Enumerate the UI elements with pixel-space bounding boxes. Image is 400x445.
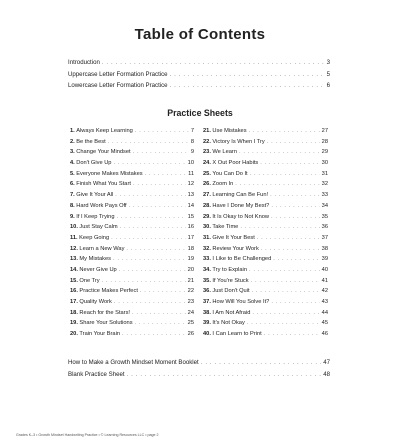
dot-leader [135, 318, 186, 329]
practice-sheet-entry[interactable] [203, 286, 328, 297]
practice-list-right [203, 126, 328, 340]
practice-sheet-title: X Out Poor Habits [212, 160, 259, 167]
practice-sheet-title: Try to Explain [212, 266, 247, 273]
practice-sheet-label [70, 233, 109, 244]
practice-sheet-number: 15. [70, 277, 78, 284]
practice-sheet-number: 30. [203, 224, 211, 231]
dot-leader [102, 276, 186, 287]
practice-sheet-number: 39. [203, 320, 211, 327]
practice-sheet-title: It's Not Okay [212, 320, 245, 327]
dot-leader [249, 126, 320, 137]
dot-leader [240, 222, 319, 233]
practice-sheet-entry[interactable] [70, 179, 194, 190]
practice-sheet-title: Have I Done My Best? [212, 202, 270, 209]
practice-sheet-page: 41 [321, 277, 328, 284]
practice-sheet-label [70, 222, 118, 233]
practice-sheet-number: 4. [70, 160, 75, 167]
practice-sheet-page: 25 [187, 320, 194, 327]
practice-sheet-page: 9 [190, 149, 194, 156]
dot-leader [250, 169, 320, 180]
practice-sheet-number: 35. [203, 277, 211, 284]
practice-sheet-page: 20 [187, 266, 194, 273]
dot-leader [133, 179, 186, 190]
practice-sheet-entry[interactable] [203, 329, 328, 340]
practice-sheet-page: 45 [321, 320, 328, 327]
practice-sheet-page: 30 [321, 160, 328, 167]
practice-sheet-title: It Is Okay to Not Know [212, 213, 270, 220]
practice-sheet-title: Everyone Makes Mistakes [76, 170, 143, 177]
practice-sheet-title: Just Stay Calm [79, 224, 118, 231]
practice-sheet-entry[interactable] [70, 254, 194, 265]
practice-sheet-label [70, 212, 115, 223]
practice-sheet-page: 38 [321, 245, 328, 252]
practice-list-left [70, 126, 194, 340]
practice-sheet-label [70, 147, 131, 158]
dot-leader [239, 147, 320, 158]
dot-leader [113, 254, 186, 265]
practice-sheet-label [203, 297, 269, 308]
dot-leader [115, 190, 185, 201]
practice-sheet-entry[interactable] [70, 222, 194, 233]
practice-sheet-label [203, 276, 249, 287]
practice-sheet-entry[interactable] [203, 190, 328, 201]
practice-sheet-number: 32. [203, 245, 211, 252]
dot-leader [235, 179, 319, 190]
practice-sheet-page: 29 [321, 149, 328, 156]
practice-sheet-entry[interactable] [203, 265, 328, 276]
practice-sheet-label [203, 254, 271, 265]
practice-sheet-entry[interactable] [203, 169, 328, 180]
practice-sheet-entry[interactable] [203, 318, 328, 329]
practice-sheet-label [203, 169, 248, 180]
toc-entry-label: Introduction [68, 59, 100, 66]
practice-sheet-number: 40. [203, 331, 211, 338]
practice-sheet-label [203, 233, 255, 244]
dot-leader [102, 57, 325, 69]
practice-sheet-title: Victory Is When I Try [212, 138, 265, 145]
practice-sheet-number: 34. [203, 266, 211, 273]
practice-sheet-label [203, 147, 237, 158]
toc-entry[interactable] [68, 57, 330, 69]
dot-leader [271, 212, 320, 223]
practice-sheet-label [203, 179, 233, 190]
practice-sheet-page: 42 [321, 288, 328, 295]
toc-entry-label: How to Make a Growth Mindset Moment Booklet [68, 359, 199, 366]
practice-sheet-entry[interactable] [203, 244, 328, 255]
dot-leader [122, 329, 186, 340]
practice-sheet-page: 39 [321, 256, 328, 263]
practice-sheet-number: 23. [203, 149, 211, 156]
practice-sheet-entry[interactable] [70, 169, 194, 180]
practice-sheet-label [203, 265, 247, 276]
practice-sheet-number: 10. [70, 224, 78, 231]
practice-sheet-number: 25. [203, 170, 211, 177]
toc-entry-page: 5 [326, 70, 330, 78]
practice-sheet-number: 38. [203, 309, 211, 316]
practice-sheet-number: 16. [70, 288, 78, 295]
toc-entry[interactable] [68, 369, 330, 381]
dot-leader [108, 137, 189, 148]
practice-sheet-title: Reach for the Stars! [79, 309, 131, 316]
practice-sheet-number: 9. [70, 213, 75, 220]
practice-sheet-page: 12 [187, 181, 194, 188]
toc-entry[interactable] [68, 69, 330, 81]
dot-leader [111, 233, 186, 244]
practice-sheet-label [203, 190, 268, 201]
toc-entry-page: 47 [323, 359, 330, 366]
practice-sheet-number: 18. [70, 309, 78, 316]
practice-sheet-title: Change Your Mindset [76, 149, 131, 156]
page-footer: Grades K–3 • Growth Mindset Handwriting Practice • © Learning Resources LLC • page 2 [16, 433, 159, 437]
practice-sheet-title: Share Your Solutions [79, 320, 133, 327]
practice-sheet-entry[interactable] [70, 137, 194, 148]
practice-sheet-title: Take Time [212, 224, 239, 231]
practice-sheet-number: 24. [203, 160, 211, 167]
dot-leader [145, 169, 186, 180]
dot-leader [252, 308, 319, 319]
dot-leader [120, 222, 186, 233]
practice-sheet-entry[interactable] [70, 308, 194, 319]
dot-leader [140, 286, 186, 297]
practice-sheet-title: My Mistakes [79, 256, 112, 263]
practice-sheet-entry[interactable] [70, 276, 194, 287]
practice-sheet-title: Train Your Brain [79, 331, 120, 338]
practice-sheet-page: 18 [187, 245, 194, 252]
practice-sheet-entry[interactable] [203, 233, 328, 244]
practice-sheet-page: 13 [187, 192, 194, 199]
practice-sheet-entry[interactable] [70, 190, 194, 201]
practice-sheet-entry[interactable] [70, 212, 194, 223]
practice-sheet-entry[interactable] [203, 201, 328, 212]
practice-sheet-title: Give It Your All [76, 192, 114, 199]
dot-leader [264, 329, 320, 340]
practice-sheet-label [70, 126, 133, 137]
practice-sheet-entry[interactable] [203, 222, 328, 233]
practice-sheet-title: If I Keep Trying [76, 213, 115, 220]
practice-sheet-label [70, 244, 124, 255]
practice-sheet-title: Don't Give Up [76, 160, 112, 167]
practice-sheet-page: 34 [321, 202, 328, 209]
practice-sheet-page: 22 [187, 288, 194, 295]
practice-sheet-page: 10 [187, 160, 194, 167]
practice-sheet-label [203, 137, 265, 148]
practice-sheet-entry[interactable] [203, 254, 328, 265]
practice-sheet-page: 46 [321, 331, 328, 338]
practice-sheet-label [203, 126, 247, 137]
toc-entry-label: Uppercase Letter Formation Practice [68, 70, 168, 78]
practice-sheet-page: 43 [321, 299, 328, 305]
practice-sheet-page: 16 [187, 224, 194, 231]
practice-sheet-label [70, 308, 130, 319]
dot-leader [170, 69, 325, 81]
dot-leader [271, 201, 319, 212]
practice-sheet-label [203, 318, 245, 329]
practice-sheet-number: 13. [70, 256, 78, 263]
toc-entry-label: Blank Practice Sheet [68, 370, 125, 378]
practice-sheet-page: 36 [321, 224, 328, 231]
practice-sheet-label [70, 276, 100, 287]
practice-sheet-entry[interactable] [203, 276, 328, 287]
practice-sheet-number: 27. [203, 192, 211, 199]
dot-leader [267, 137, 320, 148]
practice-sheet-number: 1. [70, 128, 75, 134]
practice-sheet-label [70, 201, 127, 212]
practice-sheet-title: How Will You Solve It? [212, 299, 270, 305]
practice-sheet-number: 19. [70, 320, 78, 327]
practice-sheet-title: Always Keep Learning [76, 128, 133, 134]
practice-sheet-number: 7. [70, 192, 75, 199]
dot-leader [249, 265, 320, 276]
practice-sheet-label [70, 329, 120, 340]
dot-leader [114, 297, 186, 308]
toc-entry-label: Lowercase Letter Formation Practice [68, 82, 168, 89]
practice-sheet-number: 11. [70, 234, 78, 241]
practice-sheet-label [70, 286, 138, 297]
practice-sheet-title: Just Don't Quit [212, 288, 250, 295]
practice-sheet-page: 19 [187, 256, 194, 263]
practice-sheet-page: 40 [321, 266, 328, 273]
practice-sheet-entry[interactable] [70, 297, 194, 308]
practice-sheet-entry[interactable] [70, 233, 194, 244]
practice-sheet-label [70, 169, 143, 180]
practice-sheet-title: Never Give Up [79, 266, 117, 273]
practice-sheet-label [203, 201, 269, 212]
practice-sheet-label [203, 158, 258, 169]
practice-sheet-label [70, 158, 111, 169]
practice-sheet-number: 28. [203, 202, 211, 209]
dot-leader [133, 147, 189, 158]
practice-sheet-title: Learn a New Way [79, 245, 125, 252]
practice-sheet-number: 31. [203, 234, 211, 241]
toc-entry-page: 6 [326, 82, 330, 89]
practice-sheet-page: 14 [187, 202, 194, 209]
practice-sheet-title: Give It Your Best [212, 234, 255, 241]
practice-sheet-number: 12. [70, 245, 78, 252]
practice-sheet-number: 2. [70, 138, 75, 145]
practice-sheet-number: 29. [203, 213, 211, 220]
practice-sheet-title: You Can Do It [212, 170, 248, 177]
practice-sheet-page: 7 [190, 128, 194, 134]
practice-sheet-title: One Try [79, 277, 100, 284]
practice-sheet-label [70, 254, 111, 265]
practice-sheet-title: I Like to Be Challenged [212, 256, 272, 263]
practice-sheet-entry[interactable] [203, 147, 328, 158]
practice-sheet-label [203, 308, 250, 319]
practice-sheet-page: 24 [187, 309, 194, 316]
dot-leader [170, 80, 325, 92]
practice-sheet-page: 8 [190, 138, 194, 145]
practice-sheet-page: 26 [187, 331, 194, 338]
practice-sheet-page: 28 [321, 138, 328, 145]
practice-sheet-entry[interactable] [70, 147, 194, 158]
practice-sheet-page: 21 [187, 277, 194, 284]
practice-sheet-page: 15 [187, 213, 194, 220]
practice-sheet-number: 6. [70, 181, 75, 188]
practice-sheet-title: We Learn [212, 149, 237, 156]
dot-leader [119, 265, 186, 276]
practice-sheet-page: 44 [321, 309, 328, 316]
dot-leader [260, 158, 319, 169]
bottom-section [68, 357, 330, 380]
practice-sheet-entry[interactable] [70, 265, 194, 276]
dot-leader [129, 201, 186, 212]
practice-sheet-number: 37. [203, 299, 211, 305]
toc-entry[interactable] [68, 357, 330, 369]
practice-sheet-label [203, 212, 269, 223]
practice-sheet-entry[interactable] [70, 329, 194, 340]
practice-sheet-label [70, 318, 133, 329]
practice-sheet-title: Quality Work [79, 299, 112, 305]
practice-sheet-label [203, 244, 259, 255]
dot-leader [132, 308, 186, 319]
dot-leader [257, 233, 320, 244]
practice-sheet-entry[interactable] [203, 158, 328, 169]
practice-sheet-page: 27 [321, 128, 328, 134]
practice-sheet-page: 35 [321, 213, 328, 220]
practice-sheet-entry[interactable] [203, 137, 328, 148]
practice-sheet-entry[interactable] [70, 318, 194, 329]
practice-sheet-entry[interactable] [70, 201, 194, 212]
dot-leader [261, 244, 320, 255]
intro-section [68, 57, 330, 92]
practice-sheet-title: Use Mistakes [212, 128, 247, 134]
dot-leader [251, 276, 320, 287]
practice-sheet-number: 36. [203, 288, 211, 295]
practice-sheet-number: 14. [70, 266, 78, 273]
practice-sheet-label [203, 286, 250, 297]
practice-sheet-entry[interactable] [70, 244, 194, 255]
dot-leader [117, 212, 186, 223]
practice-sheet-title: Learning Can Be Fun! [212, 192, 269, 199]
practice-sheet-page: 31 [321, 170, 328, 177]
practice-sheet-number: 17. [70, 299, 78, 305]
toc-entry[interactable] [68, 80, 330, 92]
practice-sheet-label [70, 179, 131, 190]
dot-leader [247, 318, 320, 329]
practice-sheet-entry[interactable] [70, 126, 194, 137]
practice-sheet-label [70, 137, 106, 148]
practice-sheet-entry[interactable] [203, 308, 328, 319]
dot-leader [135, 126, 189, 137]
practice-sheet-number: 3. [70, 149, 75, 156]
practice-sheet-title: Keep Going [79, 234, 110, 241]
dot-leader [113, 158, 185, 169]
practice-sheet-page: 32 [321, 181, 328, 188]
dot-leader [273, 254, 319, 265]
practice-sheet-page: 23 [187, 299, 194, 305]
practice-sheet-number: 33. [203, 256, 211, 263]
practice-sheet-title: Review Your Work [212, 245, 259, 252]
section-title-practice-sheets: Practice Sheets [167, 108, 233, 118]
practice-sheet-title: Be the Best [76, 138, 106, 145]
practice-sheet-number: 22. [203, 138, 211, 145]
practice-sheet-number: 8. [70, 202, 75, 209]
toc-entry-page: 3 [326, 59, 330, 66]
practice-sheet-title: I Can Learn to Print [212, 331, 262, 338]
dot-leader [270, 190, 320, 201]
practice-sheet-label [70, 190, 113, 201]
practice-sheet-entry[interactable] [203, 297, 328, 308]
dot-leader [126, 244, 185, 255]
practice-sheet-number: 21. [203, 128, 211, 134]
practice-sheet-label [203, 329, 262, 340]
practice-sheet-label [70, 297, 112, 308]
practice-sheet-title: Hard Work Pays Off [76, 202, 127, 209]
dot-leader [201, 357, 321, 369]
practice-sheet-title: Finish What You Start [76, 181, 131, 188]
dot-leader [127, 369, 322, 381]
practice-sheet-title: If You're Stuck [212, 277, 249, 284]
practice-sheet-title: Zoom In [212, 181, 234, 188]
practice-sheet-title: Practice Makes Perfect [79, 288, 138, 295]
practice-sheet-number: 20. [70, 331, 78, 338]
practice-sheet-entry[interactable] [203, 126, 328, 137]
page-title: Table of Contents [134, 26, 266, 43]
practice-sheet-page: 11 [188, 170, 194, 177]
dot-leader [271, 297, 319, 308]
practice-sheet-number: 5. [70, 170, 75, 177]
dot-leader [252, 286, 320, 297]
practice-sheet-entry[interactable] [203, 212, 328, 223]
practice-sheet-entry[interactable] [70, 286, 194, 297]
practice-sheet-label [70, 265, 117, 276]
practice-sheet-label [203, 222, 238, 233]
toc-entry-page: 48 [323, 370, 330, 378]
practice-sheet-entry[interactable] [70, 158, 194, 169]
practice-sheet-entry[interactable] [203, 179, 328, 190]
practice-sheet-page: 37 [321, 234, 328, 241]
practice-sheet-number: 26. [203, 181, 211, 188]
practice-sheet-page: 33 [321, 192, 328, 199]
practice-sheet-page: 17 [187, 234, 194, 241]
practice-sheet-title: I Am Not Afraid [212, 309, 251, 316]
